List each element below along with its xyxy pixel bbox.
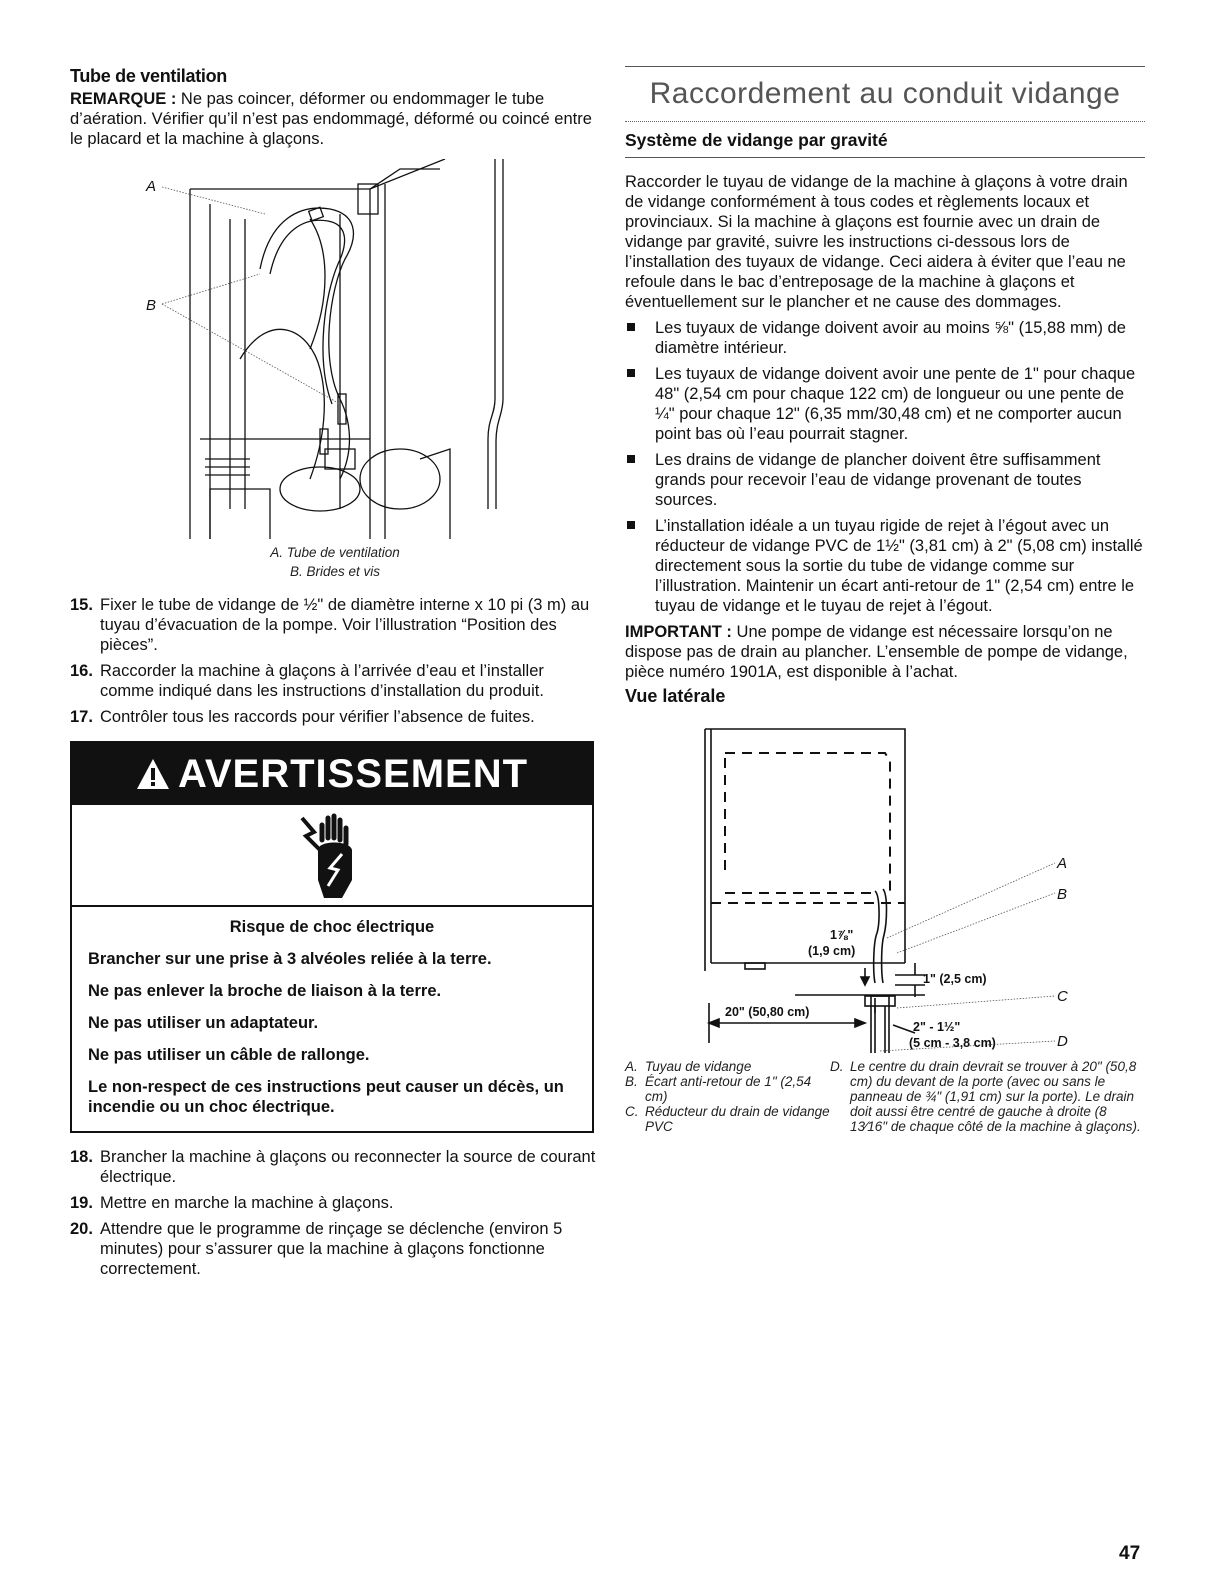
diagram-label-c: C (1057, 988, 1068, 1005)
step-text: Fixer le tube de vidange de ½" de diamètre interne x 10 pi (3 m) au tuyau d’évacuation de la pompe. Voir l’illustration “Position des pièces”. (100, 596, 590, 654)
caption-b: B. Brides et vis (289, 564, 381, 579)
legend-item: B. Écart anti-retour de 1" (2,54 cm) (625, 1074, 812, 1104)
bullet-square-icon (625, 318, 655, 358)
step-text: Raccorder la machine à glaçons à l’arrivée d’eau et l’installer comme indiqué dans les instructions d’installation du produit. (100, 662, 544, 700)
intro-paragraph: Raccorder le tuyau de vidange de la machine à glaçons à votre drain de vidange conformément à tous codes et règlements locaux et provinciaux. Si la machine à glaçons est fournie avec un drain de vidange par gravité, suivre les instructions ci-dessous lors de l’installation des tuyaux de vidange. Ceci aidera à éviter que l’eau ne refoule dans le bac d’entreposage de la machine à glaçons et éventuellement sur le plancher et ne cause des dommages. (625, 173, 1128, 311)
requirement-item (625, 318, 1145, 358)
step-item (70, 661, 600, 701)
section-top-rule (625, 66, 1145, 67)
diagram-legend (625, 1059, 1145, 1134)
step-text: Mettre en marche la machine à glaçons. (100, 1194, 394, 1212)
important-paragraph (625, 622, 1145, 682)
remark-label: REMARQUE : (70, 90, 177, 108)
step-item (70, 707, 600, 727)
legend-left (625, 1059, 830, 1134)
figure-label-b: B (146, 297, 157, 314)
figure-caption (70, 543, 600, 581)
bullet-square-icon (625, 516, 655, 616)
legend-item: D. Le centre du drain devrait se trouver à 20" (50,8 cm) du devant de la porte (avec ou sans le panneau de ¾" (1,91 cm) sur la porte). Le drain doit aussi être centré de gauche à droite (8 13⁄16" de chaque côté de la machine à glaçons). (830, 1059, 1141, 1134)
left-column (70, 66, 600, 1285)
step-text: Brancher la machine à glaçons ou reconnecter la source de courant électrique. (100, 1148, 596, 1186)
requirement-item (625, 516, 1145, 616)
step-text: Contrôler tous les raccords pour vérifier l’absence de fuites. (100, 708, 535, 726)
steps-list-a (70, 595, 600, 727)
figure-label-a: A (146, 178, 157, 195)
page-number: 47 (1119, 1543, 1141, 1564)
step-number: 16. (70, 662, 93, 680)
warning-box (70, 741, 594, 1133)
requirement-text: L’installation idéale a un tuyau rigide de rejet à l’égout avec un réducteur de vidange PVC de 1½" (3,81 cm) à 2" (5,08 cm) installé directement sous la sortie du tube de vidange comme sur l’illustration. Maintenir un écart anti-retour de 1" (2,54 cm) entre le tuyau de vidange et le tuyau de rejet à l’égout. (655, 517, 1143, 615)
warning-icon-area (72, 805, 592, 907)
remark-paragraph (70, 89, 600, 149)
step-number: 18. (70, 1148, 93, 1166)
caption-a: A. Tube de ventilation (270, 545, 400, 560)
requirement-text: Les tuyaux de vidange doivent avoir une pente de 1" pour chaque 48" (2,54 cm pour chaque 122 cm) de longueur ou une pente de ¼" pour chaque 12" (6,35 mm/30,48 cm) et ne comporter aucun point bas où l’eau pourrait stagner. (655, 365, 1136, 443)
step-number: 19. (70, 1194, 93, 1212)
requirement-text: Les drains de vidange de plancher doivent être suffisamment grands pour recevoir l’eau de vidange provenant de toutes sources. (655, 451, 1101, 509)
step-item (70, 595, 600, 655)
drain-side-view-illustration (625, 713, 1145, 1053)
legend-right (830, 1059, 1145, 1134)
step-item (70, 1193, 600, 1213)
dim-label-1-9cm: (1,9 cm) (808, 944, 856, 958)
diagram-label-b: B (1057, 886, 1068, 903)
warning-line: Brancher sur une prise à 3 alvéoles reliée à la terre. (88, 950, 492, 968)
step-item (70, 1219, 600, 1279)
requirement-item (625, 450, 1145, 510)
bullet-square-icon (625, 364, 655, 444)
steps-list-b (70, 1147, 600, 1279)
step-item (70, 1147, 600, 1187)
gravity-drain-subtitle: Système de vidange par gravité (625, 122, 1145, 158)
step-number: 17. (70, 708, 93, 726)
vent-tube-illustration (70, 159, 600, 539)
right-column (625, 66, 1145, 1134)
step-number: 15. (70, 596, 93, 614)
warning-line: Ne pas utiliser un câble de rallonge. (88, 1046, 370, 1064)
legend-item: C. Réducteur du drain de vidange PVC (625, 1104, 830, 1134)
dim-label-20in: 20" (50,80 cm) (725, 1005, 810, 1019)
section-title: Raccordement au conduit vidange (649, 77, 1121, 110)
dim-label-reducer-cm: (5 cm - 3,8 cm) (909, 1036, 996, 1050)
warning-title: AVERTISSEMENT (177, 751, 529, 796)
warning-hazard: Risque de choc électrique (229, 918, 435, 936)
warning-text (72, 907, 592, 1131)
requirements-list (625, 318, 1145, 616)
important-text: Une pompe de vidange est nécessaire lorsqu’on ne dispose pas de drain au plancher. L’ensemble de pompe de vidange, pièce numéro 1901A, est disponible à l’achat. (625, 623, 1128, 681)
electric-shock-icon (292, 810, 372, 900)
bullet-square-icon (625, 450, 655, 510)
warning-triangle-icon (136, 757, 170, 791)
diagram-label-d: D (1057, 1033, 1068, 1050)
vent-title: Tube de ventilation (70, 66, 227, 86)
important-label: IMPORTANT : (625, 623, 732, 641)
warning-line: Ne pas utiliser un adaptateur. (88, 1014, 319, 1032)
warning-line: Ne pas enlever la broche de liaison à la terre. (88, 982, 442, 1000)
side-view-title: Vue latérale (625, 686, 726, 706)
warning-consequence: Le non-respect de ces instructions peut causer un décès, un incendie ou un choc électrique. (88, 1078, 564, 1116)
side-view-diagram (625, 713, 1145, 1053)
diagram-label-a: A (1057, 855, 1068, 872)
requirement-item (625, 364, 1145, 444)
dim-label-1-7-8: 1⅞" (830, 928, 854, 942)
legend-item: A. Tuyau de vidange (625, 1059, 752, 1074)
requirement-text: Les tuyaux de vidange doivent avoir au moins ⅝" (15,88 mm) de diamètre intérieur. (655, 319, 1126, 357)
step-text: Attendre que le programme de rinçage se déclenche (environ 5 minutes) pour s’assurer que la machine à glaçons fonctionne correctement. (100, 1220, 563, 1278)
vent-tube-figure (70, 159, 600, 539)
dim-label-air-gap: 1" (2,5 cm) (923, 972, 987, 986)
warning-header (72, 743, 592, 805)
remark-text: Ne pas coincer, déformer ou endommager le tube d’aération. Vérifier qu’il n’est pas endommagé, déformé ou coincé entre le placard et la machine à glaçons. (70, 90, 592, 148)
dim-label-reducer-in: 2" - 1½" (913, 1020, 961, 1034)
step-number: 20. (70, 1220, 93, 1238)
